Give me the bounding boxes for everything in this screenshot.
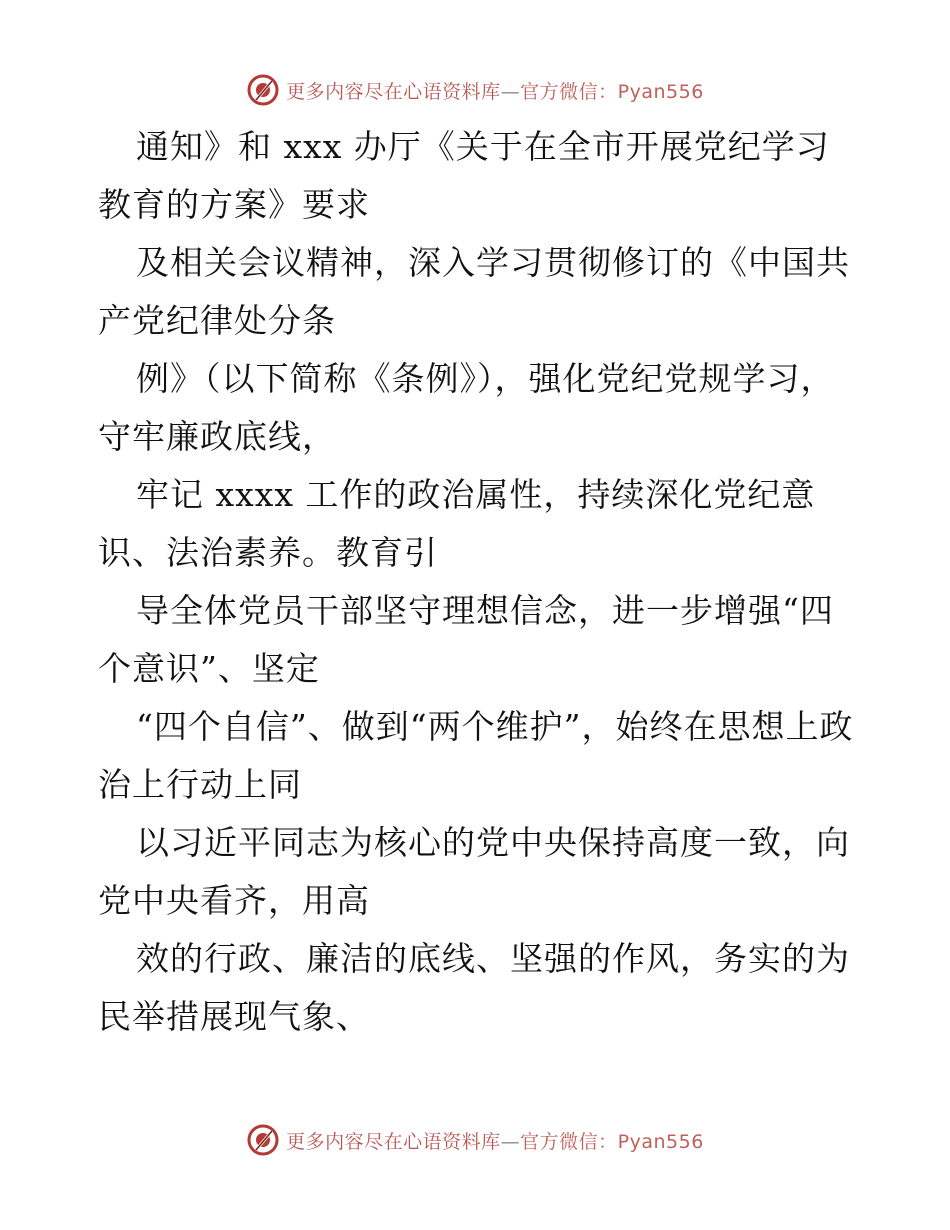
watermark-contact: 官方微信：Pyan556 bbox=[520, 1130, 704, 1153]
paragraph-2: 及相关会议精神，深入学习贯彻修订的《中国共产党纪律处分条 bbox=[98, 243, 850, 340]
paragraph-1: 通知》和 xxx 办厅《关于在全市开展党纪学习教育的方案》要求 bbox=[98, 127, 830, 224]
document-body bbox=[98, 118, 858, 1046]
watermark-brand: 更多内容尽在心语资料库 bbox=[286, 1130, 501, 1153]
paragraph-7: 以习近平同志为核心的党中央保持高度一致，向党中央看齐，用高 bbox=[98, 823, 850, 920]
paragraph-8: 效的行政、廉洁的底线、坚强的作风，务实的为民举措展现气象、 bbox=[98, 939, 850, 1036]
watermark-text bbox=[286, 77, 704, 104]
paragraph-5: 导全体党员干部坚守理想信念，进一步增强“四个意识”、坚定 bbox=[98, 591, 834, 688]
paragraph-3: 例》（以下简称《条例》），强化党纪党规学习，守牢廉政底线， bbox=[98, 359, 835, 456]
paragraph-6: “四个自信”、做到“两个维护”，始终在思想上政治上行动上同 bbox=[98, 707, 854, 804]
paragraph-4: 牢记 xxxx 工作的政治属性，持续深化党纪意识、法治素养。教育引 bbox=[98, 475, 816, 572]
watermark-separator: — bbox=[500, 80, 521, 103]
watermark-contact: 官方微信：Pyan556 bbox=[520, 80, 704, 103]
watermark-brand: 更多内容尽在心语资料库 bbox=[286, 80, 501, 103]
header-watermark bbox=[0, 70, 950, 110]
watermark-separator: — bbox=[500, 1130, 521, 1153]
brand-logo-icon bbox=[246, 73, 280, 107]
watermark-text bbox=[286, 1127, 704, 1154]
brand-logo-icon bbox=[246, 1123, 280, 1157]
footer-watermark bbox=[0, 1120, 950, 1160]
